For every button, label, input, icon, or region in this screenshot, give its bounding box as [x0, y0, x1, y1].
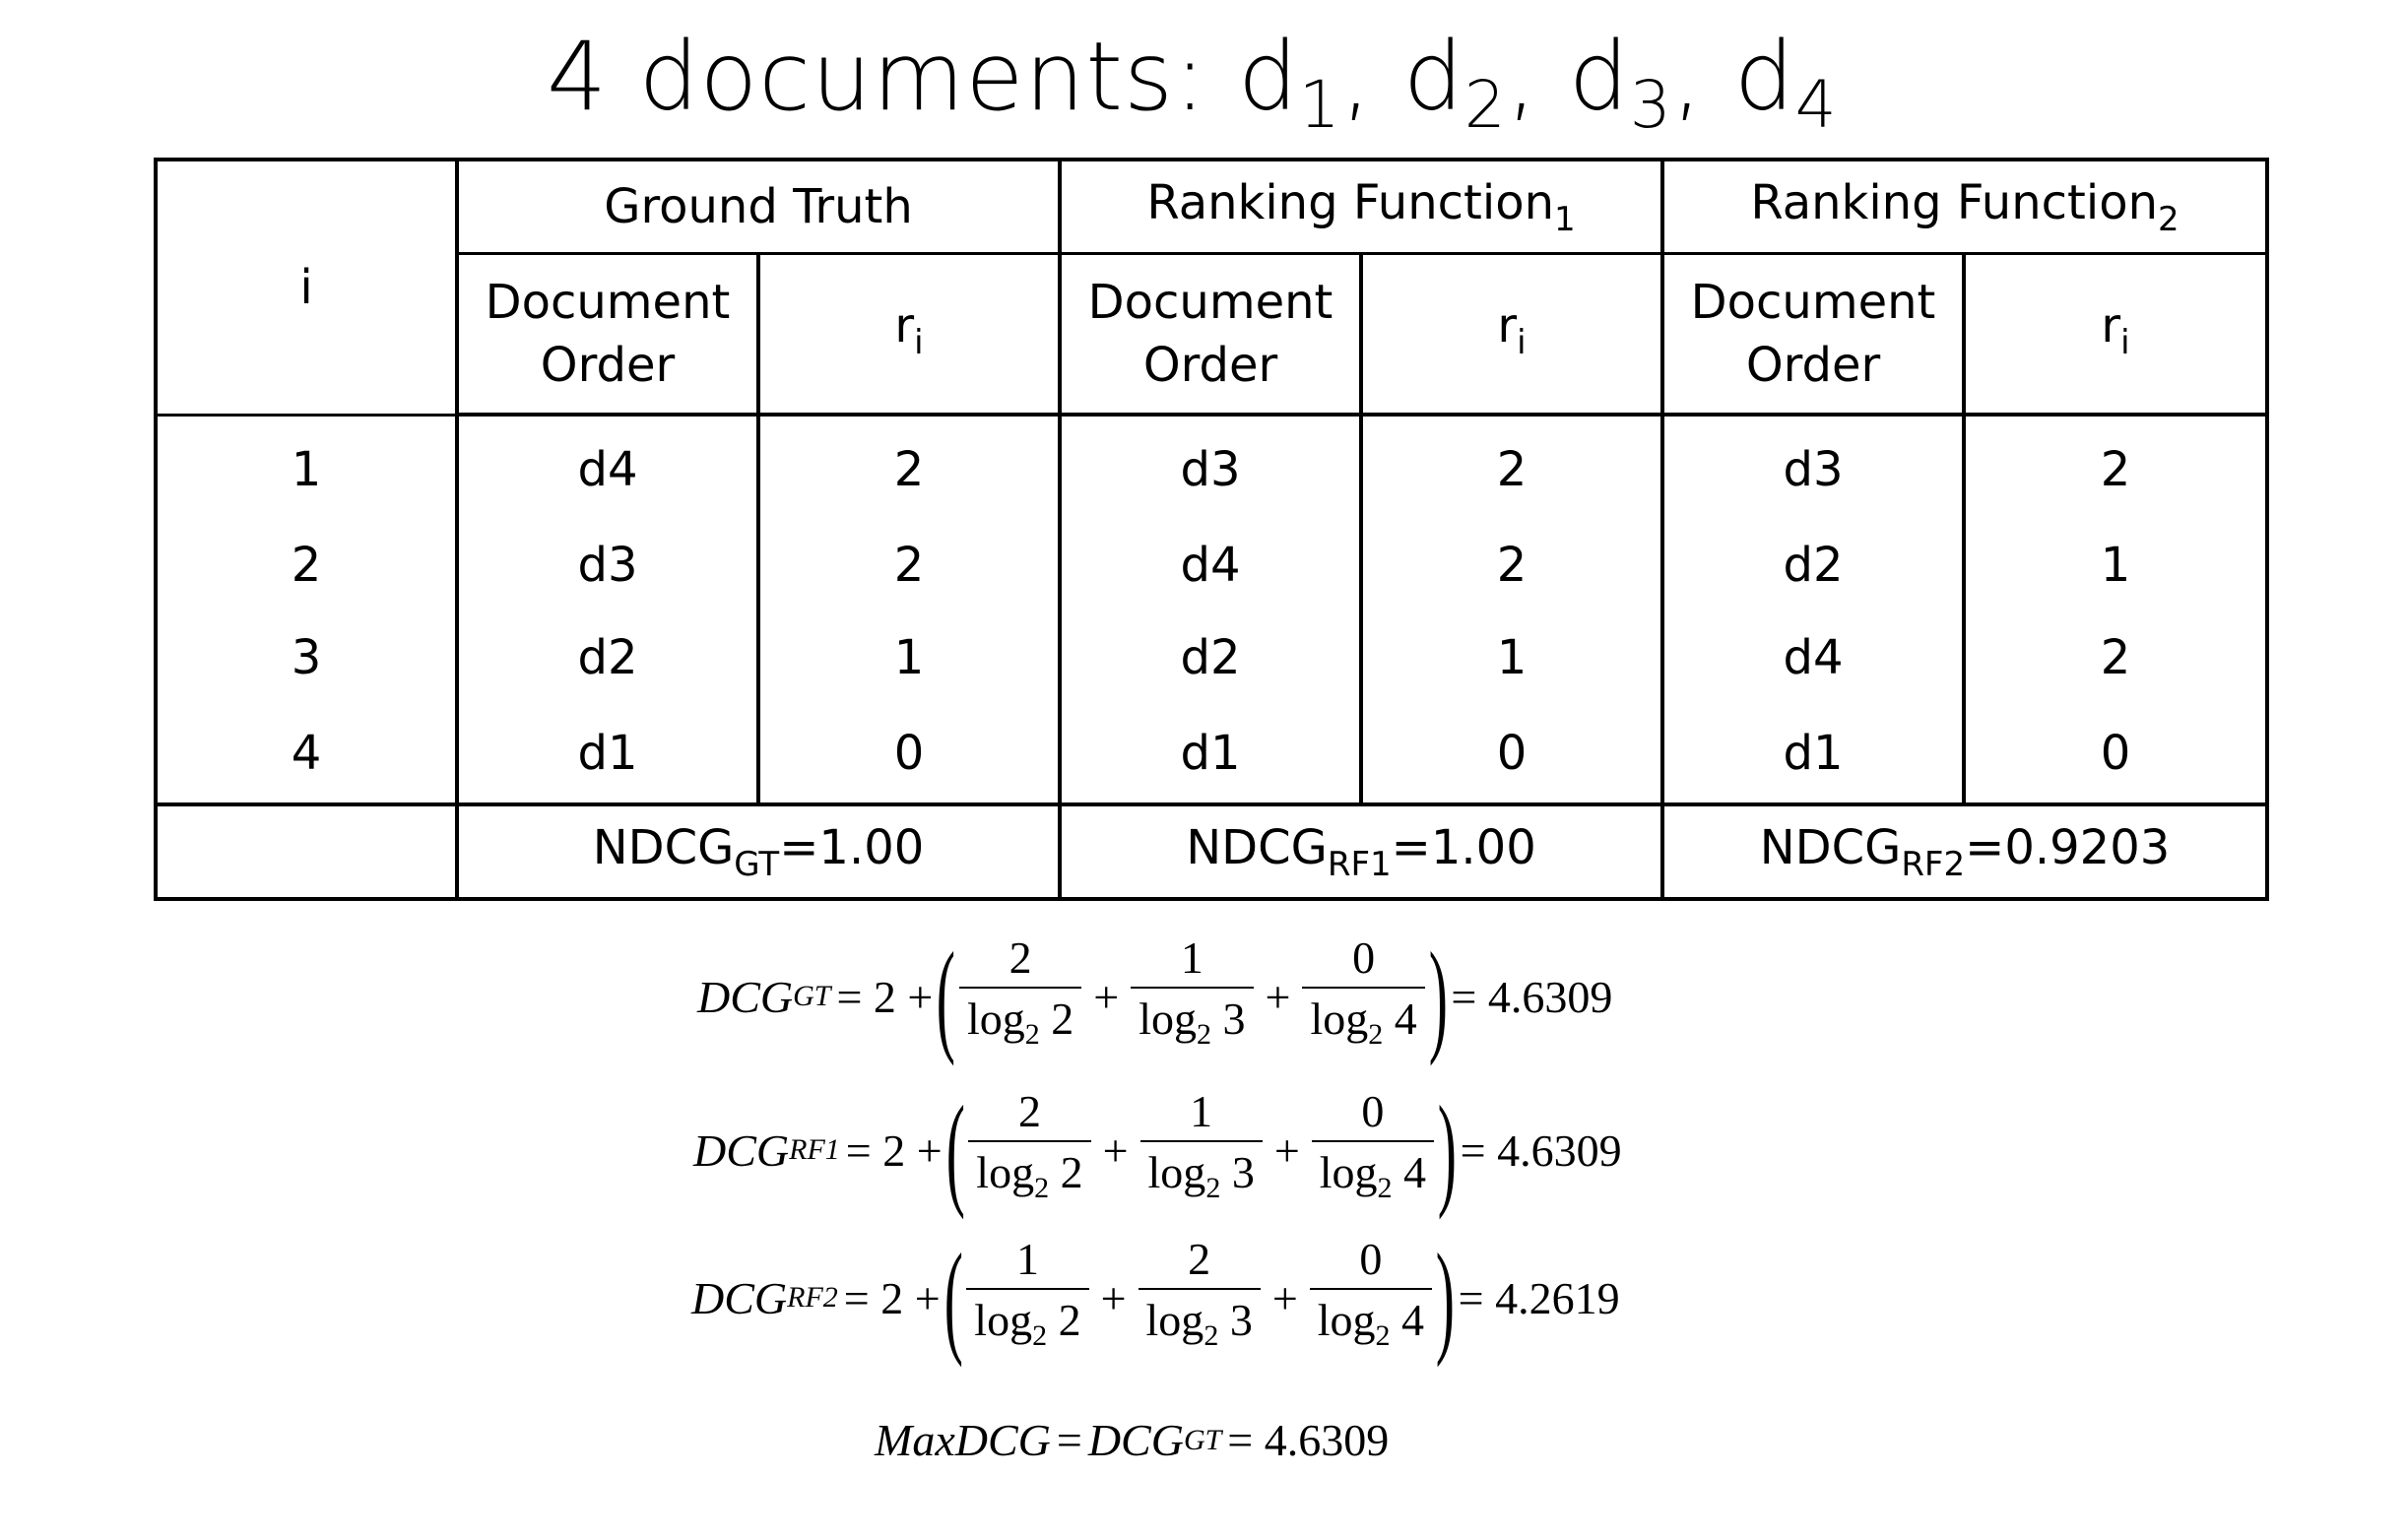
max-dcg-formula: MaxDCG = DCG GT = 4.6309	[875, 1415, 1390, 1465]
rf1-doc-order-header: Document Order	[1060, 254, 1361, 416]
title-sub-1: 1	[1298, 67, 1341, 143]
dcg-rf2-formula: DCG RF2 = 2 + ( $\frac{1}{\log_2 2}$ + $\frac{2}{\log_2 3}$ + $\frac{0}{\log_2 4}$ ) = 4.2619	[691, 1228, 1620, 1368]
title-sub-3: 3	[1629, 67, 1672, 143]
rf2-r-header: $r_i$	[1964, 254, 2267, 416]
row-index: 1	[156, 415, 457, 519]
title-sub-2: 2	[1464, 67, 1507, 143]
header-ranking-function-2: Ranking Function$_2$	[1662, 160, 2267, 254]
title-sub-4: 4	[1794, 67, 1838, 143]
rf1-doc: d2	[1060, 611, 1361, 704]
gt-r: 2	[758, 415, 1060, 519]
dcg-gt-formula: DCG GT = 2 + ( $\frac{2}{\log_2 2}$ + $\frac{1}{\log_2 3}$ + $\frac{0}{\log_2 4}$ ) = 4.6309	[697, 927, 1613, 1066]
rf1-r: 0	[1361, 704, 1662, 804]
ndcg-gt: $NDCG_{GT}=1.00$	[457, 804, 1060, 899]
rf2-r: 1	[1964, 519, 2267, 611]
rf2-doc: d3	[1662, 415, 1964, 519]
rf2-r: 0	[1964, 704, 2267, 804]
rf1-r-header: $r_i$	[1361, 254, 1662, 416]
header-ground-truth: Ground Truth	[457, 160, 1060, 254]
gt-doc: d3	[457, 519, 758, 611]
gt-doc: d4	[457, 415, 758, 519]
rf1-doc: d1	[1060, 704, 1361, 804]
rf2-r: 2	[1964, 611, 2267, 704]
header-ranking-function-1: Ranking Function$_1$	[1060, 160, 1662, 254]
rf1-doc: d4	[1060, 519, 1361, 611]
rf2-doc: d2	[1662, 519, 1964, 611]
gt-doc-order-header: Document Order	[457, 254, 758, 416]
rf1-r: 2	[1361, 519, 1662, 611]
rf2-doc: d1	[1662, 704, 1964, 804]
slide-title: 4 documents: $d_1$, $d_2$, $d_3$, $d_4$	[547, 22, 1838, 143]
gt-r: 0	[758, 704, 1060, 804]
row-index: 3	[156, 611, 457, 704]
ndcg-rf2: $NDCG_{RF2}=0.9203$	[1662, 804, 2267, 899]
gt-doc: d1	[457, 704, 758, 804]
gt-doc: d2	[457, 611, 758, 704]
i-header: i	[156, 160, 457, 415]
ndcg-rf1: $NDCG_{RF1}=1.00$	[1060, 804, 1662, 899]
rf2-r: 2	[1964, 415, 2267, 519]
row-index: 4	[156, 704, 457, 804]
gt-r-header: $r_i$	[758, 254, 1060, 416]
rf2-doc: d4	[1662, 611, 1964, 704]
rf1-doc: d3	[1060, 415, 1361, 519]
row-index: 2	[156, 519, 457, 611]
rf2-doc-order-header: Document Order	[1662, 254, 1964, 416]
rf1-r: 2	[1361, 415, 1662, 519]
gt-r: 1	[758, 611, 1060, 704]
dcg-rf1-formula: DCG RF1 = 2 + ( $\frac{2}{\log_2 2}$ + $\frac{1}{\log_2 3}$ + $\frac{0}{\log_2 4}$ ) = 4.6309	[693, 1080, 1622, 1220]
rf1-r: 1	[1361, 611, 1662, 704]
gt-r: 2	[758, 519, 1060, 611]
